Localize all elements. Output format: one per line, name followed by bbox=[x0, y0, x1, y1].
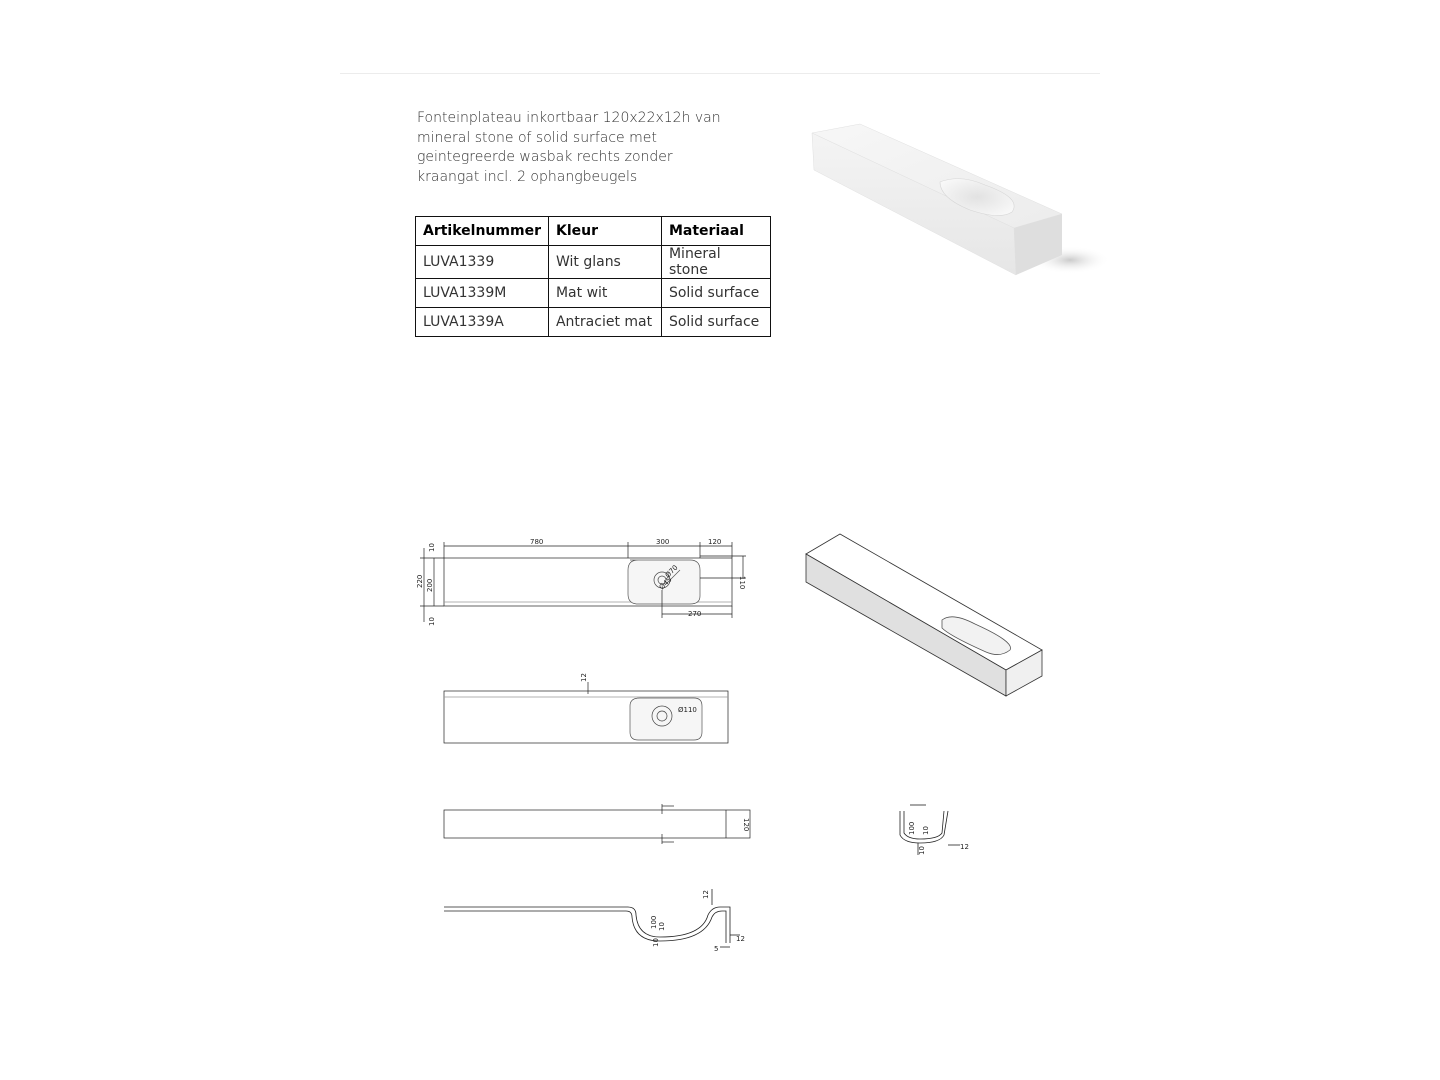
dim-10-bottom: 10 bbox=[428, 617, 436, 626]
isometric-drawing bbox=[800, 530, 1050, 700]
dim-section-10b: 10 bbox=[652, 938, 660, 947]
cell-color: Wit glans bbox=[548, 246, 661, 279]
dim-section-12-side: 12 bbox=[736, 935, 745, 943]
dim-d45: Ø45 bbox=[657, 575, 674, 592]
table-header-row bbox=[416, 217, 771, 246]
dim-10-top: 10 bbox=[428, 543, 436, 552]
dim-300: 300 bbox=[656, 538, 670, 546]
front-view-drawing bbox=[440, 800, 760, 850]
article-table bbox=[415, 216, 771, 337]
dim-side-10b: 10 bbox=[918, 846, 926, 855]
dim-side-12: 12 bbox=[960, 843, 969, 851]
cell-material: Solid surface bbox=[661, 279, 770, 308]
cell-material: Mineral stone bbox=[661, 246, 770, 279]
section-view-drawing bbox=[440, 885, 760, 960]
description-line: mineral stone of solid surface met bbox=[417, 129, 657, 146]
dim-12: 12 bbox=[580, 673, 588, 682]
plan-view-drawing bbox=[440, 670, 740, 750]
dim-d110: Ø110 bbox=[678, 706, 697, 714]
dim-d70: Ø70 bbox=[663, 563, 680, 580]
side-section-drawing bbox=[890, 795, 980, 860]
description-line: Fonteinplateau inkortbaar 120x22x12h van bbox=[417, 110, 721, 126]
product-description bbox=[417, 109, 721, 187]
cell-article: LUVA1339M bbox=[416, 279, 549, 308]
description-line: kraangat incl. 2 ophangbeugels bbox=[417, 168, 638, 185]
dim-section-12-top: 12 bbox=[702, 890, 710, 899]
dim-side-100: 100 bbox=[908, 821, 916, 835]
dim-section-10a: 10 bbox=[658, 922, 666, 931]
description-line: geintegreerde wasbak rechts zonder bbox=[417, 149, 673, 165]
dim-side-10a: 10 bbox=[922, 826, 930, 835]
cell-color: Antraciet mat bbox=[548, 308, 661, 337]
dim-110: 110 bbox=[738, 576, 746, 590]
header-divider bbox=[340, 73, 1100, 74]
table-row bbox=[416, 279, 771, 308]
dim-section-100: 100 bbox=[650, 915, 658, 929]
column-header-article: Artikelnummer bbox=[416, 217, 549, 246]
column-header-material: Materiaal bbox=[661, 217, 770, 246]
dim-780: 780 bbox=[530, 538, 544, 546]
dim-200: 200 bbox=[426, 578, 434, 592]
dim-section-5: 5 bbox=[714, 945, 719, 953]
cell-material: Solid surface bbox=[661, 308, 770, 337]
dim-270: 270 bbox=[688, 610, 702, 618]
dim-220: 220 bbox=[416, 574, 424, 588]
dim-120-height: 120 bbox=[742, 818, 750, 832]
table-row bbox=[416, 246, 771, 279]
dim-120: 120 bbox=[708, 538, 722, 546]
column-header-color: Kleur bbox=[548, 217, 661, 246]
top-view-drawing bbox=[410, 530, 760, 640]
cell-article: LUVA1339A bbox=[416, 308, 549, 337]
cell-article: LUVA1339 bbox=[416, 246, 549, 279]
product-photo bbox=[800, 110, 1110, 290]
cell-color: Mat wit bbox=[548, 279, 661, 308]
table-row bbox=[416, 308, 771, 337]
